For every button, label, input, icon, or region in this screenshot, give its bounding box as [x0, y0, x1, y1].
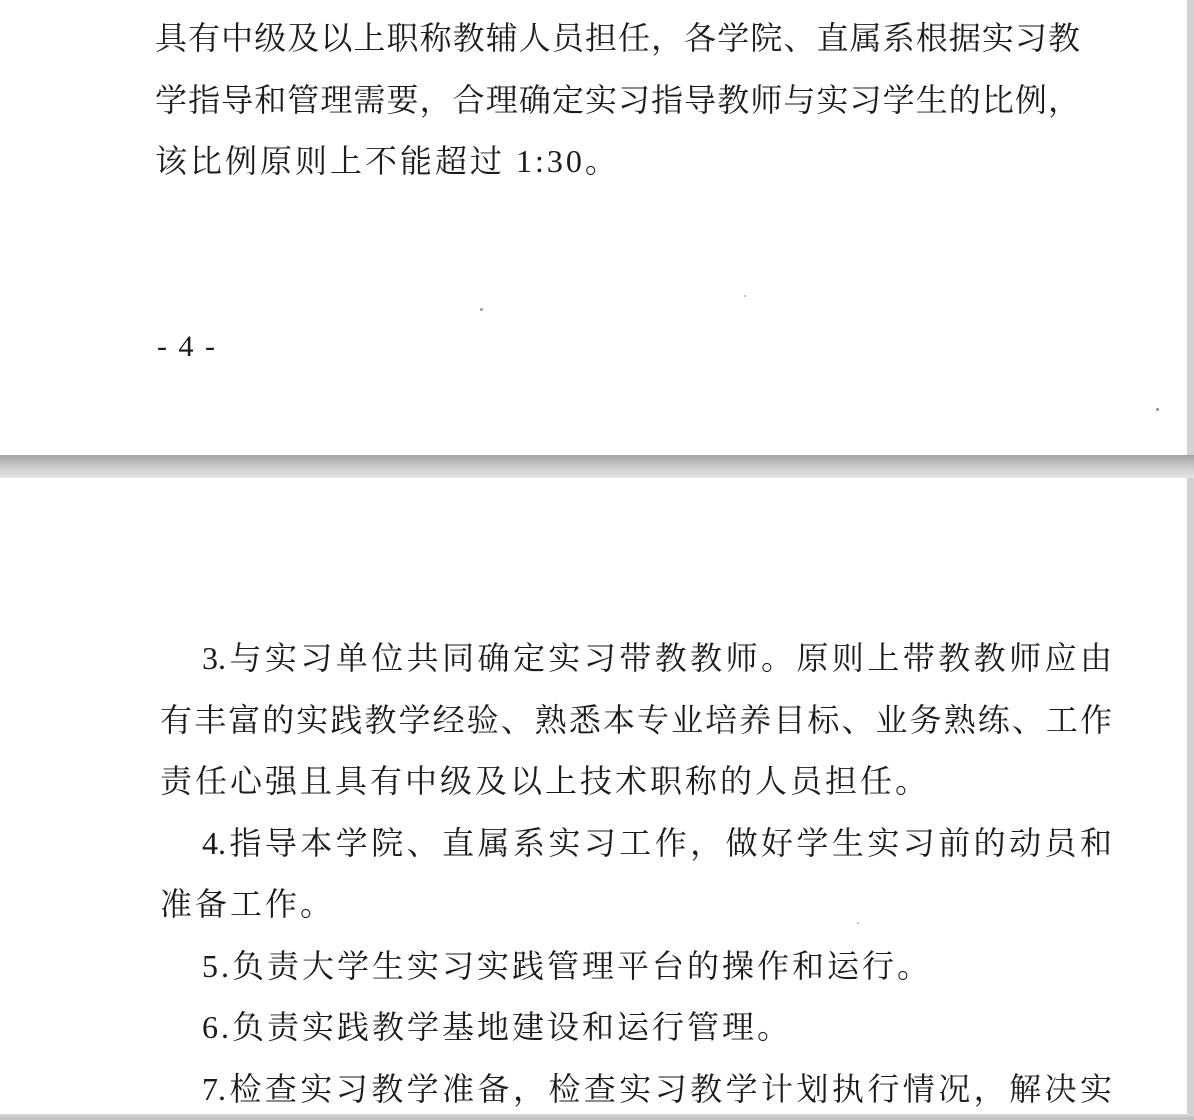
text-line: 有丰富的实践教学经验、熟悉本专业培养目标、业务熟练、工作 [160, 701, 1112, 738]
text-line: 3.与实习单位共同确定实习带教教师。原则上带教教师应由 [202, 640, 1112, 676]
text-line: 6.负责实践教学基地建设和运行管理。 [202, 1009, 793, 1045]
text-line: 准备工作。 [160, 886, 336, 922]
page-5-text-block [160, 628, 1112, 1120]
scan-speckle [744, 295, 746, 297]
document-page-5 [0, 478, 1187, 1114]
text-line: 学指导和管理需要，合理确定实习指导教师与实习学生的比例， [155, 81, 1080, 118]
text-line: 7.检查实习教学准备，检查实习教学计划执行情况，解决实 [202, 1070, 1112, 1107]
text-line: 4.指导本学院、直属系实习工作，做好学生实习前的动员和 [202, 824, 1112, 861]
text-line: 责任心强且具有中级及以上技术职称的人员担任。 [160, 763, 931, 799]
text-line: 5.负责大学生实习实践管理平台的操作和运行。 [202, 947, 933, 984]
document-page-4 [0, 0, 1187, 455]
scan-speckle [480, 308, 483, 311]
scan-speckle [1156, 408, 1159, 411]
page-separator [0, 455, 1194, 478]
text-line: 该比例原则上不能超过 1:30。 [155, 143, 620, 179]
page-4-text-block [155, 8, 1080, 193]
page-number: - 4 - [157, 330, 217, 363]
page-bottom-edge [0, 1114, 1194, 1120]
text-line: 具有中级及以上职称教辅人员担任，各学院、直属系根据实习教 [155, 20, 1080, 56]
scan-speckle [857, 922, 859, 924]
